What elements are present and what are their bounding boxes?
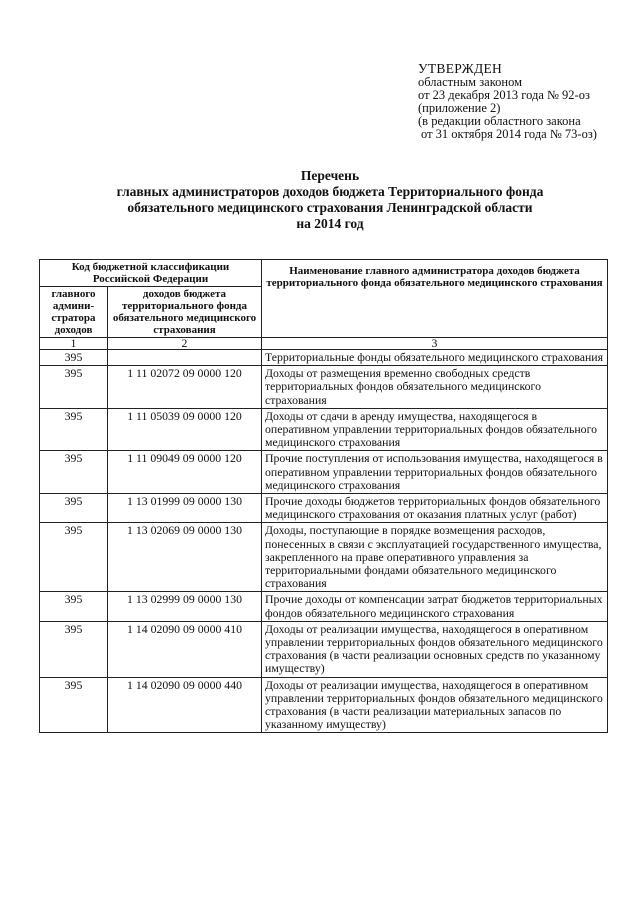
table-row bbox=[40, 494, 608, 523]
column-number: 3 bbox=[262, 338, 608, 350]
title-line: на 2014 год bbox=[296, 216, 364, 231]
column-number-row bbox=[40, 338, 608, 350]
header-administrator-name: Наименование главного администратора доходов бюджета территориального фонда обязательного медицинского страхования bbox=[262, 260, 608, 338]
approval-heading: УТВЕРЖДЕН bbox=[418, 61, 503, 76]
header-income-code: доходов бюджета территориального фонда обязательного медицинского страхования bbox=[108, 287, 262, 338]
admin-code-cell: 395 bbox=[40, 350, 108, 366]
administrator-name-cell: Доходы от сдачи в аренду имущества, находящегося в оперативном управлении территориальных фондов обязательного медицинского страхования bbox=[262, 408, 608, 451]
approval-line: от 31 октября 2014 года № 73-оз) bbox=[421, 127, 597, 141]
title-line: Перечень bbox=[300, 168, 360, 183]
table-row bbox=[40, 677, 608, 733]
administrator-name-cell: Доходы от размещения временно свободных средств территориальных фондов обязательного медицинского страхования bbox=[262, 366, 608, 409]
administrator-name-cell: Прочие поступления от использования имущества, находящегося в оперативном управлении территориальных фондов обязательного медицинского страхования bbox=[262, 451, 608, 494]
approval-line: от 23 декабря 2013 года № 92-оз bbox=[418, 88, 590, 102]
admin-code-cell: 395 bbox=[40, 451, 108, 494]
table-row bbox=[40, 350, 608, 366]
admin-code-cell: 395 bbox=[40, 677, 108, 733]
administrator-name-cell: Доходы, поступающие в порядке возмещения расходов, понесенных в связи с эксплуатацией государственного имущества, закрепленного на праве оперативного управления за территориальными фондами обязательного медицинского страхования bbox=[262, 523, 608, 592]
income-code-cell: 1 13 01999 09 0000 130 bbox=[108, 494, 262, 523]
income-code-cell bbox=[108, 350, 262, 366]
income-code-cell: 1 11 05039 09 0000 120 bbox=[108, 408, 262, 451]
administrator-name-cell: Территориальные фонды обязательного медицинского страхования bbox=[262, 350, 608, 366]
approval-line: (приложение 2) bbox=[418, 101, 501, 115]
table-row bbox=[40, 523, 608, 592]
column-number: 1 bbox=[40, 338, 108, 350]
administrator-name-cell: Доходы от реализации имущества, находящегося в оперативном управлении территориальных фондов обязательного медицинского страхования (в части реализации материальных запасов по указанному имуществу) bbox=[262, 677, 608, 733]
header-row bbox=[40, 260, 608, 287]
admin-code-cell: 395 bbox=[40, 592, 108, 621]
column-number: 2 bbox=[108, 338, 262, 350]
administrator-name-cell: Прочие доходы от компенсации затрат бюджетов территориальных фондов обязательного медицинского страхования bbox=[262, 592, 608, 621]
administrator-name-cell: Доходы от реализации имущества, находящегося в оперативном управлении территориальных фондов обязательного медицинского страхования (в части реализации основных средств по указанному имуществу) bbox=[262, 621, 608, 677]
admin-code-cell: 395 bbox=[40, 494, 108, 523]
title-line: главных администраторов доходов бюджета Территориального фонда bbox=[116, 184, 544, 199]
admin-code-cell: 395 bbox=[40, 523, 108, 592]
title-line: обязательного медицинского страхования Ленинградской области bbox=[127, 200, 533, 215]
administrators-table bbox=[39, 259, 608, 733]
table-row bbox=[40, 451, 608, 494]
admin-code-cell: 395 bbox=[40, 366, 108, 409]
header-budget-classification: Код бюджетной классификации Российской Федерации bbox=[40, 260, 262, 287]
approval-line: областным законом bbox=[418, 75, 523, 89]
table-row bbox=[40, 366, 608, 409]
income-code-cell: 1 14 02090 09 0000 410 bbox=[108, 621, 262, 677]
approval-stamp bbox=[418, 62, 597, 141]
table-row bbox=[40, 621, 608, 677]
income-code-cell: 1 11 09049 09 0000 120 bbox=[108, 451, 262, 494]
income-code-cell: 1 11 02072 09 0000 120 bbox=[108, 366, 262, 409]
income-code-cell: 1 13 02069 09 0000 130 bbox=[108, 523, 262, 592]
table-row bbox=[40, 408, 608, 451]
income-code-cell: 1 13 02999 09 0000 130 bbox=[108, 592, 262, 621]
approval-line: (в редакции областного закона bbox=[418, 114, 581, 128]
table-row bbox=[40, 592, 608, 621]
admin-code-cell: 395 bbox=[40, 408, 108, 451]
header-admin-code: главного админи-стратора доходов bbox=[40, 287, 108, 338]
administrator-name-cell: Прочие доходы бюджетов территориальных фондов обязательного медицинского страхования от оказания платных услуг (работ) bbox=[262, 494, 608, 523]
document-title bbox=[60, 168, 600, 232]
income-code-cell: 1 14 02090 09 0000 440 bbox=[108, 677, 262, 733]
admin-code-cell: 395 bbox=[40, 621, 108, 677]
